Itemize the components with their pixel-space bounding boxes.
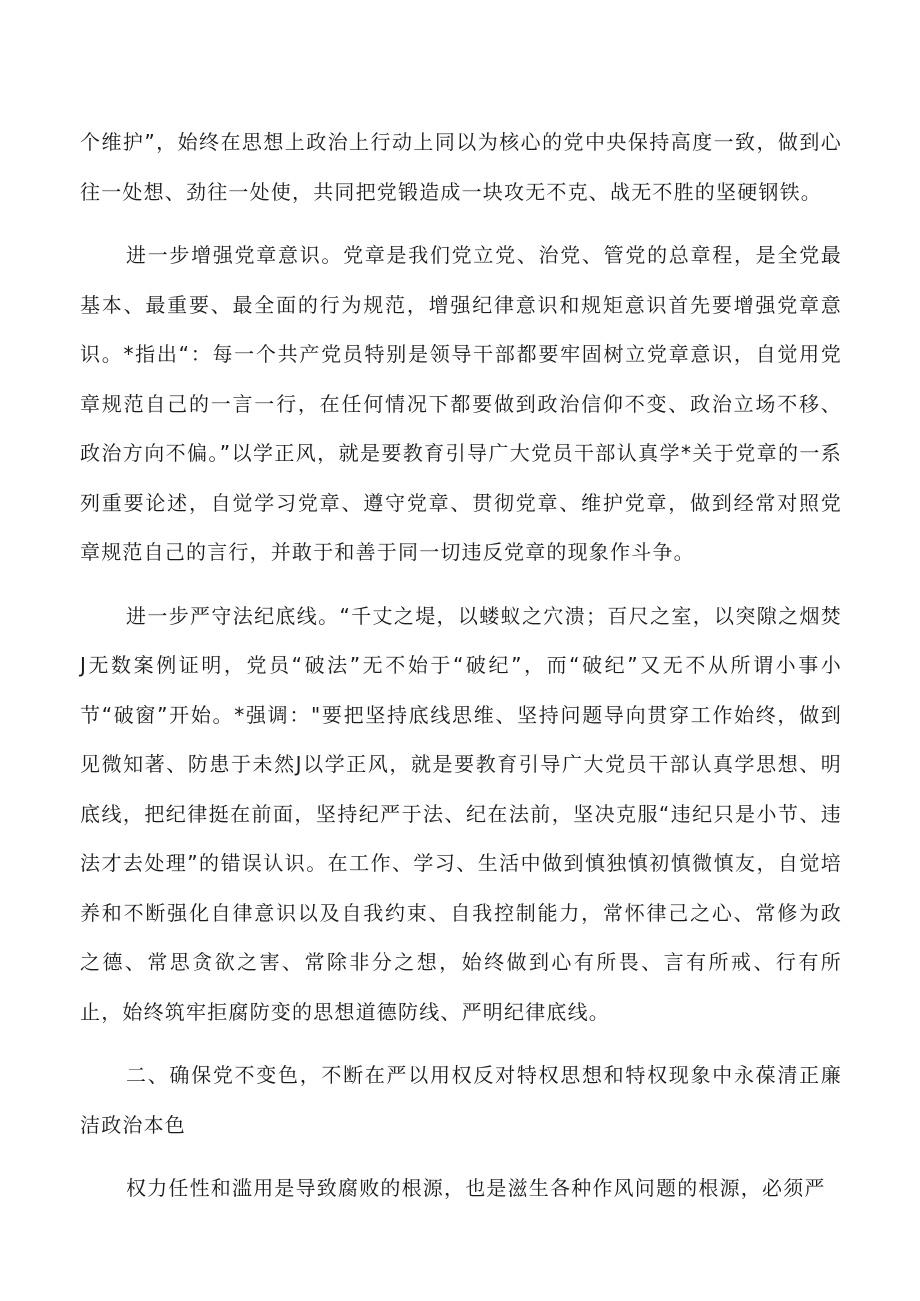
paragraph-party-constitution: 进一步增强党章意识。党章是我们党立党、治党、管党的总章程，是全党最基本、最重要、最全面的行为规范，增强纪律意识和规矩意识首先要增强党章意识。*指出“：每一个共产党员特别是领导干部都要牢固树立党章意识，自觉用党章规范自己的一言一行，在任何情况下都要做到政治信仰不变、政治立场不移、政治方向不偏。”以学正风，就是要教育引导广大党员干部认真学*关于党章的一系列重要论述，自觉学习党章、遵守党章、贯彻党章、维护党章，做到经常对照党章规范自己的言行，并敢于和善于同一切违反党章的现象作斗争。 [80,243,842,564]
paragraph-discipline-bottom-line: 进一步严守法纪底线。“千丈之堤，以蝼蚁之穴溃；百尺之室，以突隙之烟焚J无数案例证明，党员“破法”无不始于“破纪”，而“破纪”又无不从所谓小事小节“破窗”开始。*强调："要把坚持底线思维、坚持问题导向贯穿工作始终，做到见微知著、防患于未然J以学正风，就是要教育引导广大党员干部认真学思想、明底线，把纪律挺在前面，坚持纪严于法、纪在法前，坚决克服“违纪只是小节、违法才去处理”的错误认识。在工作、学习、生活中做到慎独慎初慎微慎友，自觉培养和不断强化自律意识以及自我约束、自我控制能力，常怀律己之心、常修为政之德、常思贪欲之害、常除非分之想，始终做到心有所畏、言有所戒、行有所止，始终筑牢拒腐防变的思想道德防线、严明纪律底线。 [80,603,842,1024]
paragraph-gap [80,578,842,592]
paragraph-gap [80,1150,842,1164]
document-page [80,118,842,1214]
paragraph-continuation: 个维护”，始终在思想上政治上行动上同以为核心的党中央保持高度一致，做到心往一处想、劲往一处使，共同把党锻造成一块攻无不克、战无不胜的坚硬钢铁。 [80,130,842,204]
section-heading-two: 二、确保党不变色，不断在严以用权反对特权思想和特权现象中永葆清正廉洁政治本色 [80,1063,842,1137]
paragraph-gap [80,217,842,231]
paragraph-gap [80,1037,842,1051]
paragraph-power-abuse: 权力任性和滥用是导致腐败的根源，也是滋生各种作风问题的根源，必须严 [126,1176,826,1200]
